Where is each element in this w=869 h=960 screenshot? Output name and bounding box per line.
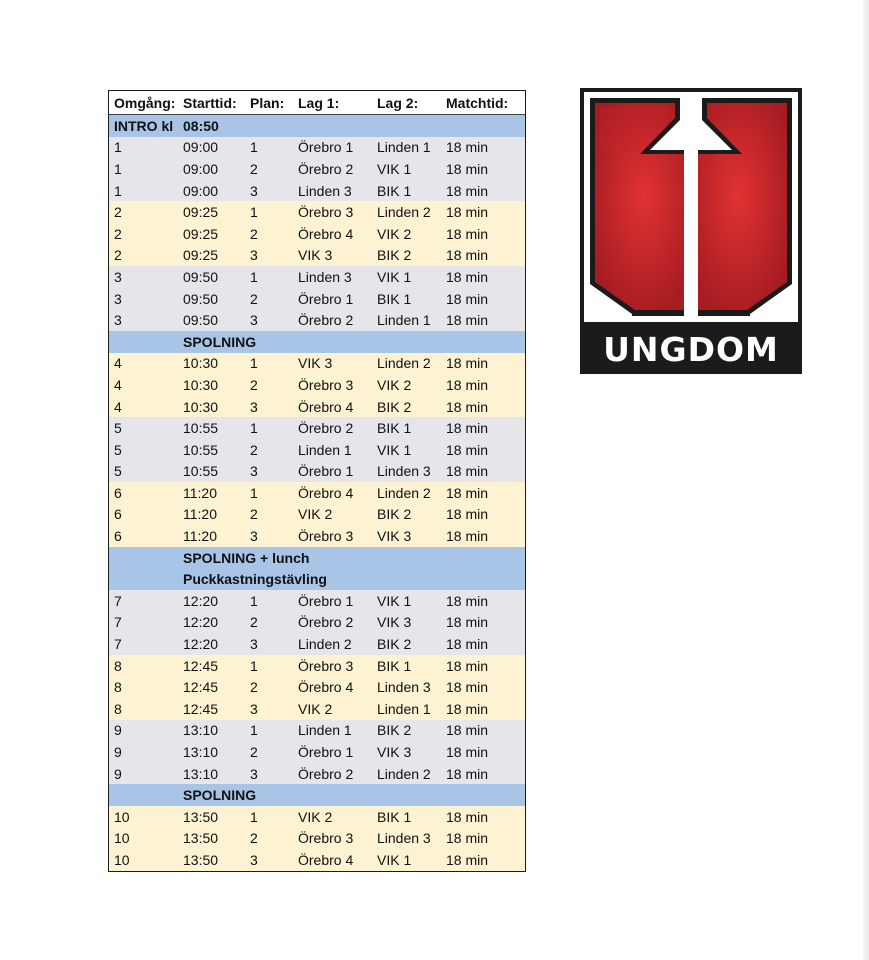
cell-matchtid: 18 min [446,700,489,717]
table-row [109,266,525,288]
cell-lag2: Linden 3 [377,679,431,696]
cell-matchtid: 18 min [446,851,489,868]
table-row [109,288,525,310]
table-row [109,806,525,828]
cell-lag1: VIK 3 [298,355,333,372]
logo-label: UNGDOM [603,329,779,369]
cell-omgang: 3 [114,268,122,285]
cell-lag2: BIK 1 [377,420,412,437]
cell-plan: 1 [250,139,258,156]
match-schedule-table [108,90,526,872]
cell-matchtid: 18 min [446,225,489,242]
cell-matchtid: 18 min [446,420,489,437]
section-row [109,547,525,569]
cell-lag2: VIK 1 [377,851,412,868]
section-label: 08:50 [183,117,219,134]
cell-plan: 2 [250,679,258,696]
table-row [109,590,525,612]
section-label: SPOLNING [183,787,257,804]
cell-lag1: Linden 1 [298,441,352,458]
table-row [109,439,525,461]
cell-lag1: Linden 1 [298,722,352,739]
cell-omgang: 5 [114,463,122,480]
section-label-left: INTRO kl [114,117,174,134]
page-edge [863,0,869,960]
cell-starttid: 12:20 [183,614,219,631]
cell-starttid: 11:20 [183,528,217,545]
cell-omgang: 10 [114,830,130,847]
table-row [109,417,525,439]
cell-matchtid: 18 min [446,830,489,847]
cell-plan: 2 [250,290,258,307]
cell-omgang: 10 [114,808,130,825]
cell-lag2: VIK 3 [377,528,412,545]
cell-lag1: Örebro 2 [298,160,354,177]
cell-omgang: 7 [114,614,122,631]
cell-matchtid: 18 min [446,376,489,393]
cell-lag1: Örebro 2 [298,765,354,782]
cell-plan: 2 [250,830,258,847]
cell-plan: 2 [250,744,258,761]
table-row [109,374,525,396]
cell-plan: 3 [250,247,258,264]
cell-omgang: 2 [114,225,122,242]
cell-omgang: 9 [114,722,122,739]
cell-starttid: 10:55 [183,441,219,458]
cell-matchtid: 18 min [446,484,489,501]
cell-lag2: BIK 2 [377,722,412,739]
cell-matchtid: 18 min [446,679,489,696]
cell-plan: 1 [250,484,258,501]
cell-starttid: 10:30 [183,376,219,393]
cell-plan: 1 [250,808,258,825]
cell-plan: 1 [250,657,258,674]
table-row [109,180,525,202]
table-row [109,201,525,223]
cell-omgang: 1 [114,160,122,177]
cell-plan: 1 [250,268,258,285]
cell-plan: 1 [250,355,258,372]
cell-omgang: 10 [114,851,130,868]
cell-plan: 1 [250,204,258,221]
table-row [109,676,525,698]
cell-lag1: Örebro 1 [298,290,354,307]
cell-lag1: Örebro 3 [298,528,354,545]
section-label: Puckkastningstävling [183,571,327,588]
cell-lag1: Örebro 1 [298,592,354,609]
cell-lag2: Linden 1 [377,139,431,156]
cell-plan: 2 [250,225,258,242]
cell-lag2: Linden 3 [377,830,431,847]
table-row [109,504,525,526]
cell-starttid: 10:30 [183,355,219,372]
cell-lag2: Linden 2 [377,484,431,501]
cell-starttid: 09:00 [183,139,219,156]
cell-lag2: BIK 1 [377,808,412,825]
cell-lag1: Örebro 4 [298,851,354,868]
cell-lag1: Örebro 4 [298,679,354,696]
table-body [109,115,525,871]
cell-lag1: Örebro 4 [298,398,354,415]
cell-omgang: 9 [114,744,122,761]
cell-starttid: 09:25 [183,204,219,221]
cell-starttid: 12:45 [183,657,219,674]
table-row [109,655,525,677]
table-row [109,245,525,267]
cell-matchtid: 18 min [446,247,489,264]
cell-matchtid: 18 min [446,744,489,761]
cell-lag2: BIK 2 [377,247,412,264]
cell-lag2: VIK 1 [377,268,412,285]
cell-plan: 1 [250,722,258,739]
table-row [109,461,525,483]
cell-plan: 2 [250,506,258,523]
cell-plan: 3 [250,463,258,480]
cell-omgang: 6 [114,528,122,545]
cell-plan: 3 [250,528,258,545]
cell-lag2: VIK 2 [377,376,412,393]
cell-omgang: 9 [114,765,122,782]
cell-lag1: Örebro 3 [298,657,354,674]
cell-plan: 3 [250,851,258,868]
table-row [109,741,525,763]
cell-lag2: Linden 1 [377,312,431,329]
cell-lag2: Linden 3 [377,463,431,480]
cell-lag1: VIK 2 [298,808,333,825]
cell-lag1: Linden 2 [298,636,352,653]
table-row [109,633,525,655]
cell-matchtid: 18 min [446,139,489,156]
cell-starttid: 12:20 [183,636,219,653]
cell-starttid: 12:45 [183,700,219,717]
table-row [109,309,525,331]
cell-matchtid: 18 min [446,160,489,177]
cell-lag1: Örebro 2 [298,420,354,437]
cell-lag1: Örebro 1 [298,463,354,480]
cell-omgang: 8 [114,679,122,696]
cell-plan: 3 [250,182,258,199]
cell-plan: 1 [250,592,258,609]
cell-omgang: 6 [114,506,122,523]
cell-lag1: Örebro 1 [298,744,354,761]
section-row [109,568,525,590]
cell-starttid: 09:00 [183,160,219,177]
cell-starttid: 13:50 [183,830,219,847]
cell-starttid: 09:50 [183,290,219,307]
cell-lag1: VIK 2 [298,700,333,717]
header-lag1: Lag 1: [298,94,340,111]
header-starttid: Starttid: [183,94,237,111]
table-row [109,137,525,159]
cell-starttid: 13:50 [183,808,219,825]
cell-omgang: 7 [114,636,122,653]
cell-plan: 2 [250,441,258,458]
table-row [109,158,525,180]
table-row [109,698,525,720]
header-lag2: Lag 2: [377,94,419,111]
section-label: SPOLNING [183,333,257,350]
cell-omgang: 5 [114,441,122,458]
section-row [109,115,525,137]
cell-starttid: 12:45 [183,679,219,696]
cell-lag1: Linden 3 [298,182,352,199]
cell-omgang: 5 [114,420,122,437]
cell-lag1: Örebro 2 [298,312,354,329]
cell-omgang: 3 [114,312,122,329]
cell-matchtid: 18 min [446,657,489,674]
cell-plan: 2 [250,376,258,393]
cell-plan: 3 [250,312,258,329]
cell-lag2: Linden 2 [377,765,431,782]
cell-matchtid: 18 min [446,398,489,415]
table-row [109,720,525,742]
cell-lag2: VIK 3 [377,744,412,761]
cell-lag1: Örebro 2 [298,614,354,631]
cell-matchtid: 18 min [446,312,489,329]
cell-starttid: 09:25 [183,247,219,264]
cell-omgang: 1 [114,139,122,156]
ungdom-logo [580,88,802,374]
cell-matchtid: 18 min [446,355,489,372]
cell-matchtid: 18 min [446,506,489,523]
table-row [109,849,525,871]
cell-matchtid: 18 min [446,592,489,609]
cell-omgang: 8 [114,657,122,674]
table-row [109,396,525,418]
cell-lag1: Örebro 1 [298,139,354,156]
header-matchtid: Matchtid: [446,94,509,111]
cell-lag2: BIK 2 [377,398,412,415]
cell-starttid: 12:20 [183,592,219,609]
cell-starttid: 13:10 [183,765,219,782]
cell-omgang: 4 [114,355,122,372]
table-row [109,828,525,850]
header-plan: Plan: [250,94,285,111]
cell-lag2: BIK 1 [377,657,412,674]
cell-lag1: VIK 3 [298,247,333,264]
cell-plan: 3 [250,700,258,717]
cell-lag2: VIK 2 [377,225,412,242]
cell-omgang: 3 [114,290,122,307]
cell-plan: 3 [250,765,258,782]
cell-starttid: 13:10 [183,722,219,739]
cell-omgang: 4 [114,398,122,415]
cell-lag2: VIK 1 [377,441,412,458]
cell-omgang: 2 [114,247,122,264]
cell-lag2: VIK 3 [377,614,412,631]
cell-lag1: Örebro 3 [298,204,354,221]
cell-starttid: 09:25 [183,225,219,242]
cell-matchtid: 18 min [446,765,489,782]
table-row [109,612,525,634]
cell-starttid: 11:20 [183,506,217,523]
cell-lag2: BIK 2 [377,636,412,653]
cell-lag1: VIK 2 [298,506,333,523]
cell-plan: 2 [250,614,258,631]
cell-omgang: 8 [114,700,122,717]
table-header-row [109,91,525,115]
section-row [109,331,525,353]
cell-omgang: 4 [114,376,122,393]
cell-matchtid: 18 min [446,441,489,458]
cell-starttid: 09:50 [183,268,219,285]
cell-omgang: 1 [114,182,122,199]
table-row [109,353,525,375]
section-label: SPOLNING + lunch [183,549,310,566]
cell-lag2: VIK 1 [377,592,412,609]
cell-starttid: 11:20 [183,484,217,501]
cell-omgang: 7 [114,592,122,609]
cell-lag2: BIK 1 [377,290,412,307]
table-row [109,482,525,504]
cell-plan: 3 [250,636,258,653]
cell-matchtid: 18 min [446,268,489,285]
cell-lag2: BIK 1 [377,182,412,199]
cell-lag1: Linden 3 [298,268,352,285]
table-row [109,525,525,547]
cell-matchtid: 18 min [446,463,489,480]
cell-matchtid: 18 min [446,614,489,631]
cell-lag1: Örebro 3 [298,376,354,393]
cell-plan: 1 [250,420,258,437]
cell-omgang: 6 [114,484,122,501]
cell-plan: 2 [250,160,258,177]
cell-lag1: Örebro 3 [298,830,354,847]
cell-matchtid: 18 min [446,636,489,653]
cell-starttid: 09:50 [183,312,219,329]
cell-starttid: 10:30 [183,398,219,415]
table-row [109,223,525,245]
cell-lag1: Örebro 4 [298,225,354,242]
cell-starttid: 13:10 [183,744,219,761]
cell-matchtid: 18 min [446,808,489,825]
header-omgang: Omgång: [114,94,176,111]
cell-lag2: Linden 2 [377,204,431,221]
section-row [109,784,525,806]
cell-matchtid: 18 min [446,722,489,739]
cell-starttid: 10:55 [183,420,219,437]
cell-lag2: Linden 2 [377,355,431,372]
cell-omgang: 2 [114,204,122,221]
cell-lag2: Linden 1 [377,700,431,717]
table-row [109,763,525,785]
cell-lag2: VIK 1 [377,160,412,177]
cell-starttid: 13:50 [183,851,219,868]
cell-matchtid: 18 min [446,290,489,307]
cell-matchtid: 18 min [446,204,489,221]
cell-plan: 3 [250,398,258,415]
cell-starttid: 09:00 [183,182,219,199]
cell-lag1: Örebro 4 [298,484,354,501]
cell-starttid: 10:55 [183,463,219,480]
cell-matchtid: 18 min [446,182,489,199]
cell-lag2: BIK 2 [377,506,412,523]
cell-matchtid: 18 min [446,528,489,545]
